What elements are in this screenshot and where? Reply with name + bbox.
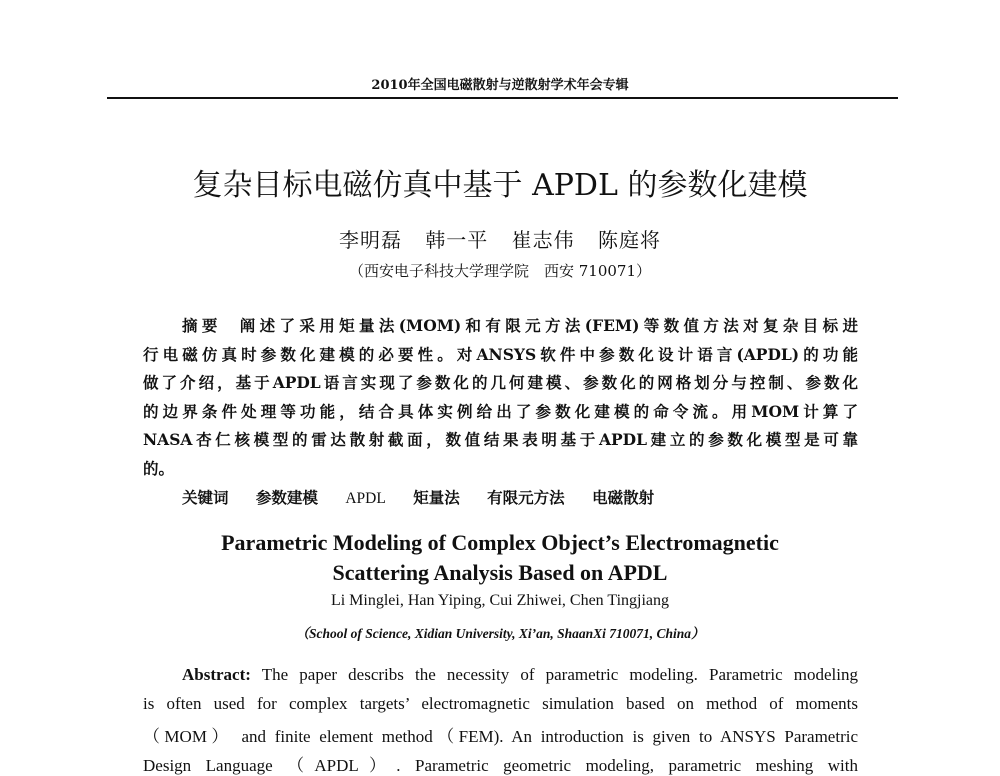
english-affiliation: （School of Science, Xidian University, Xi’an, ShaanXi 710071, China） bbox=[295, 626, 705, 641]
abstract-en-line: （MOM） and finite element method（FEM). An introduction is given to ANSYS Parametric bbox=[143, 727, 858, 746]
keyword: APDL bbox=[345, 490, 386, 507]
abstract-cn-line: NASA杏仁核模型的雷达散射截面，数值结果表明基于APDL建立的参数化模型是可靠 bbox=[143, 430, 858, 449]
author-list bbox=[0, 224, 1000, 253]
abstract-cn-line: 行电磁仿真时参数化建模的必要性。对ANSYS软件中参数化设计语言(APDL)的功能 bbox=[143, 345, 858, 364]
keywords-cn-label: 关键词 bbox=[182, 488, 229, 507]
affiliation: （西安电子科技大学理学院 西安 710071） bbox=[348, 262, 652, 280]
keyword: 有限元方法 bbox=[487, 488, 565, 507]
author: 崔志伟 bbox=[511, 228, 575, 252]
abstract-cn-line: 摘要 阐述了采用矩量法(MOM)和有限元方法(FEM)等数值方法对复杂目标进 bbox=[182, 316, 858, 335]
author: 韩一平 bbox=[425, 228, 489, 252]
abstract-cn-line: 做了介绍，基于APDL语言实现了参数化的几何建模、参数化的网格划分与控制、参数化 bbox=[143, 373, 858, 392]
abstract-cn-label: 摘要 bbox=[182, 316, 222, 335]
running-header: 2010年全国电磁散射与逆散射学术年会专辑 bbox=[371, 78, 629, 93]
abstract-en-line: Abstract: The paper describs the necessity of parametric modeling. Parametric modeling bbox=[182, 665, 858, 684]
keyword: 参数建模 bbox=[255, 488, 318, 507]
keywords-cn bbox=[182, 486, 858, 508]
keyword: 矩量法 bbox=[413, 488, 460, 507]
author: 陈庭将 bbox=[598, 228, 662, 252]
abstract-cn-line: 的边界条件处理等功能，结合具体实例给出了参数化建模的命令流。用MOM计算了 bbox=[143, 402, 858, 421]
keyword: 电磁散射 bbox=[592, 488, 655, 507]
english-title-line: Scattering Analysis Based on APDL bbox=[332, 560, 668, 585]
abstract-cn-line: 的。 bbox=[143, 459, 175, 478]
author: 李明磊 bbox=[338, 228, 402, 252]
paper-title: 复杂目标电磁仿真中基于 APDL 的参数化建模 bbox=[192, 168, 808, 203]
header-rule bbox=[107, 97, 898, 99]
english-authors: Li Minglei, Han Yiping, Cui Zhiwei, Chen Tingjiang bbox=[330, 592, 670, 609]
abstract-en-line: is often used for complex targets’ electromagnetic simulation based on method of moments bbox=[143, 694, 858, 713]
abstract-en-label: Abstract: bbox=[182, 665, 251, 684]
english-title-line: Parametric Modeling of Complex Object’s Electromagnetic bbox=[221, 530, 779, 555]
abstract-en-line: Design Language （APDL）. Parametric geometric modeling, parametric meshing with bbox=[143, 756, 858, 775]
